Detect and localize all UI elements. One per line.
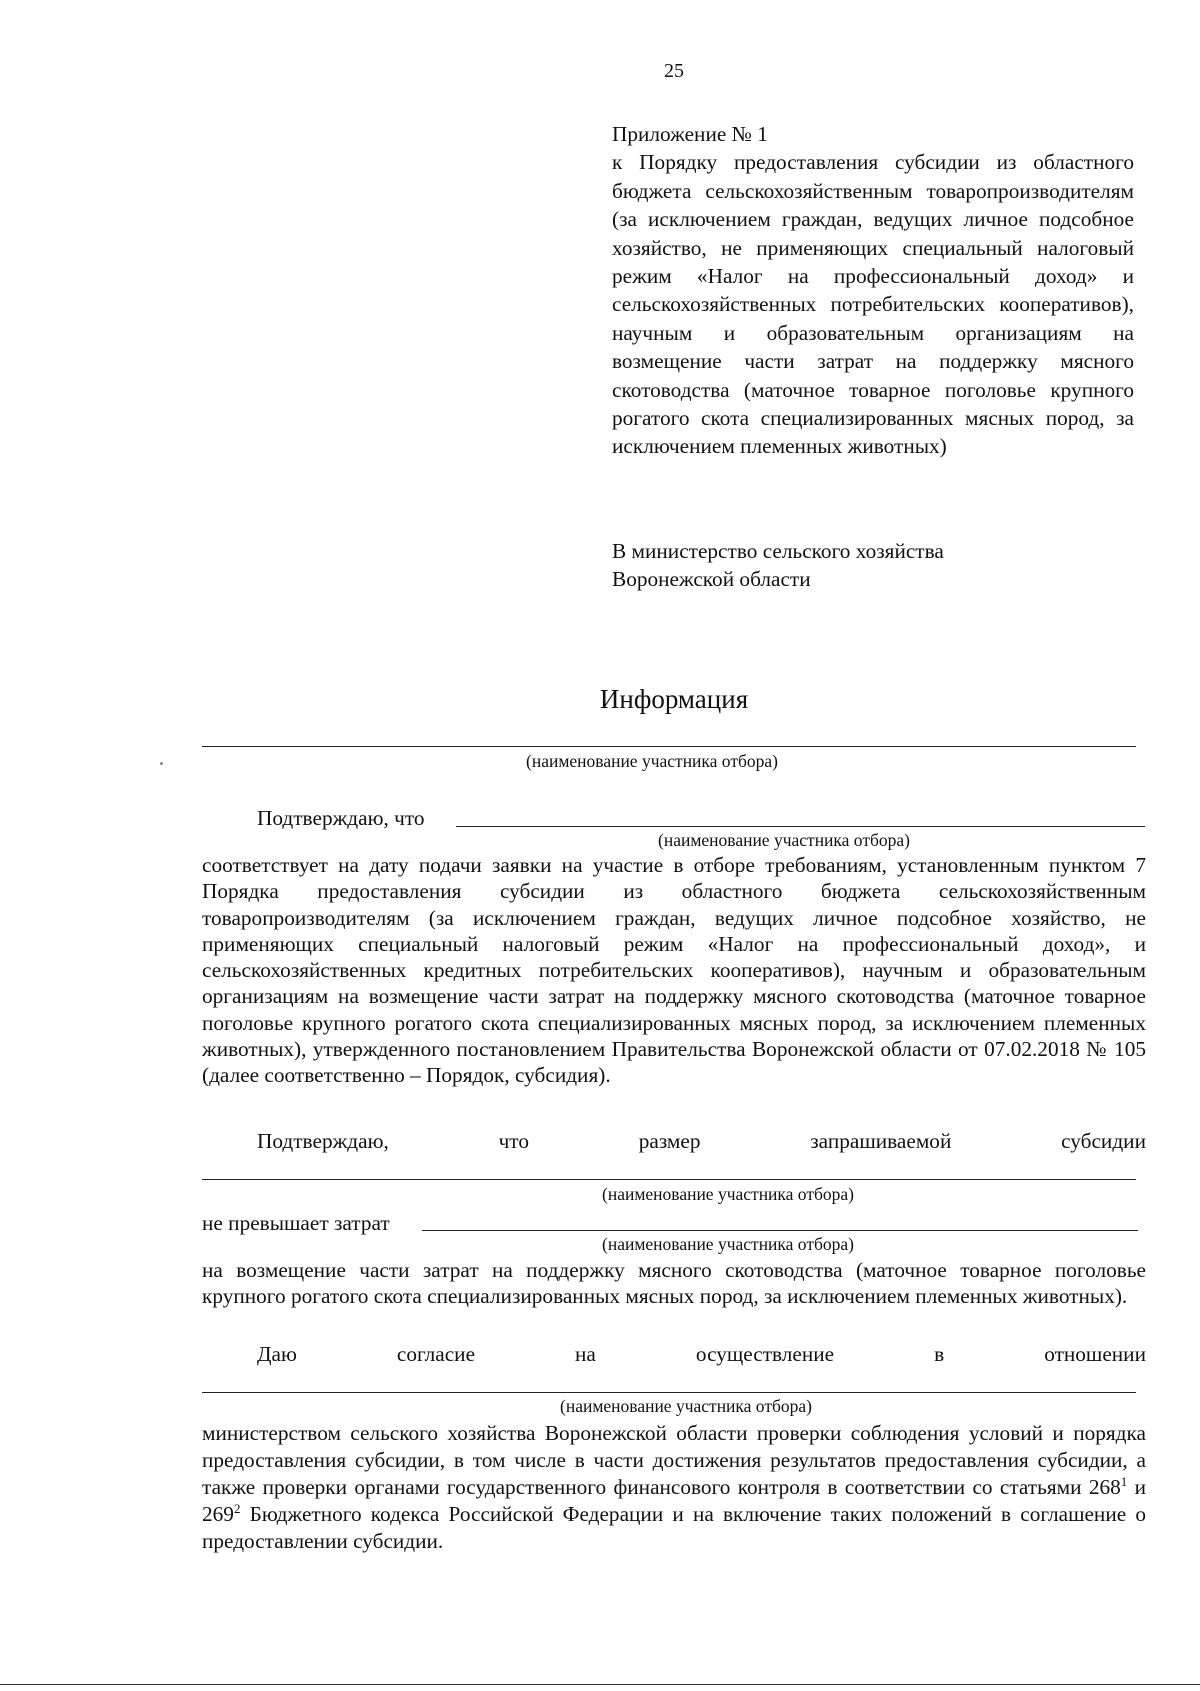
lead-word: субсидии [1061,1129,1146,1153]
addressee-line-2: Воронежской области [612,567,811,592]
confirm-participant-line[interactable] [456,826,1145,827]
lead-word: запрашиваемой [810,1129,952,1153]
lead-word: в [934,1342,945,1366]
margin-mark [160,762,163,765]
costs-label: не превышает затрат [202,1211,390,1235]
subsidy-size-lead [202,1128,1146,1154]
participant-name-line[interactable] [202,746,1136,747]
consent-participant-caption: (наименование участника отбора) [560,1396,812,1416]
addressee-line-1: В министерство сельского хозяйства [612,539,944,563]
appendix-body: к Порядку предоставления субсидии из областного бюджета сельскохозяйственным товаропроизводителям (за исключением граждан, ведущих личное подсобное хозяйство, не применяющих специальный налоговый режим «Налог на профессиональный доход» и сельскохозяйственных потребительских кооперативов), научным и образовательным организациям на возмещение части затрат на поддержку мясного скотоводства (маточное товарное поголовье крупного рогатого скота специализированных мясных пород, за исключением племенных животных) [612,150,1134,459]
consent-text-part-1: министерством сельского хозяйства Воронежской области проверки соблюдения условий и порядка предоставления субсидии, в том числе в части достижения результатов предоставления субсидии, а также проверки органами государственного финансового контроля в соответствии со статьями 268 [202,1421,1146,1499]
appendix-block [612,120,1134,461]
lead-word: осуществление [695,1342,835,1366]
subsidy-participant-caption: (наименование участника отбора) [602,1184,854,1204]
lead-word: что [498,1129,529,1153]
paragraph-compliance-text: соответствует на дату подачи заявки на участие в отборе требованиям, установленным пунктом 7 Порядка предоставления субсидии из областного бюджета сельскохозяйственным товаропроизводителям (за исключением граждан, ведущих личное подсобное хозяйство, не применяющих специальный налоговый режим «Налог на профессиональный доход», и сельскохозяйственных кредитных потребительских кооперативов), научным и образовательным организациям на возмещение части затрат на поддержку мясного скотоводства (маточное товарное поголовье крупного рогатого скота специализированных мясных пород, за исключением племенных животных), утвержденного постановлением Правительства Воронежской области от 07.02.2018 № 105 (далее соответственно – Порядок, субсидия). [202,853,1146,1088]
lead-word: на [575,1342,596,1366]
appendix-heading: Приложение № 1 [612,122,768,146]
lead-word: отношении [1044,1342,1146,1366]
lead-word: размер [638,1129,701,1153]
paragraph-costs [202,1257,1146,1310]
consent-text-part-2: и 269 [202,1475,1146,1526]
article-superscript-2: 2 [233,1500,241,1516]
paragraph-consent [202,1420,1146,1555]
costs-participant-line[interactable] [422,1230,1138,1231]
addressee-block [612,537,1134,594]
confirm-participant-caption: (наименование участника отбора) [658,830,910,850]
confirm-lead-label: Подтверждаю, что [257,806,425,830]
consent-text-part-3: Бюджетного кодекса Российской Федерации и на включение таких положений в соглашение о предоставлении субсидии. [202,1502,1146,1553]
paragraph-costs-text: на возмещение части затрат на поддержку мясного скотоводства (маточное товарное поголовье крупного рогатого скота специализированных мясных пород, за исключением племенных животных). [202,1258,1146,1309]
page-bottom-rule [0,1684,1200,1685]
participant-name-caption: (наименование участника отбора) [526,751,778,771]
lead-word: Даю [257,1342,297,1366]
consent-lead [202,1341,1146,1367]
subsidy-participant-line[interactable] [202,1179,1136,1180]
paragraph-compliance [202,852,1146,1089]
article-superscript-1: 1 [1120,1473,1128,1489]
paragraph-consent-text [202,1420,1146,1555]
document-title: Информация [599,684,749,714]
costs-participant-caption: (наименование участника отбора) [602,1234,854,1254]
lead-word: Подтверждаю, [257,1129,389,1153]
lead-word: согласие [396,1342,476,1366]
page-number: 25 [664,60,684,82]
consent-participant-line[interactable] [202,1392,1136,1393]
